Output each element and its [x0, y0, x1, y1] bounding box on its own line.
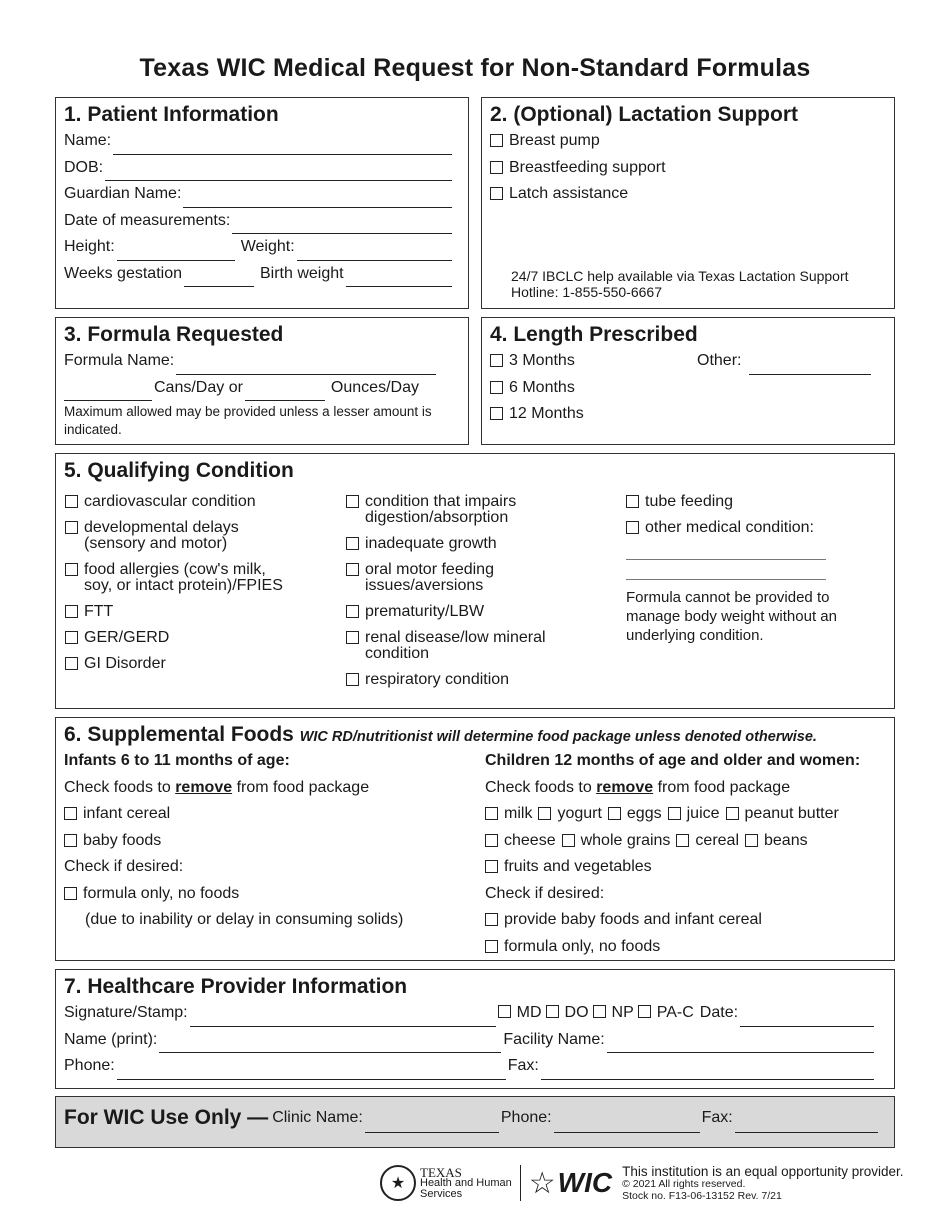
condition-label-2: digestion/absorption: [365, 509, 509, 526]
condition-label: other medical condition:: [645, 519, 814, 536]
checkbox[interactable]: [490, 407, 503, 420]
condition-option[interactable]: [65, 604, 335, 620]
section-heading: 4. Length Prescribed: [490, 323, 698, 346]
option-label: formula only, no foods: [83, 884, 240, 902]
height-weight-row: [64, 234, 454, 261]
wic-logo-text: WIC: [557, 1167, 613, 1198]
section-heading: 1. Patient Information: [64, 103, 279, 126]
other-length-row: [697, 348, 873, 375]
food-option[interactable]: [668, 801, 720, 828]
infants-remove-instruction: [64, 775, 474, 802]
food-option[interactable]: [676, 828, 739, 855]
name-print-field[interactable]: [159, 1036, 501, 1053]
qualifying-condition-section: [55, 453, 895, 709]
gestation-birthweight-row: [64, 261, 454, 288]
checkbox[interactable]: [593, 1005, 606, 1018]
hotline-line-1: 24/7 IBCLC help available via Texas Lactation Support: [511, 268, 849, 284]
condition-option[interactable]: [346, 672, 616, 688]
food-option[interactable]: [485, 934, 885, 961]
formula-note: Maximum allowed may be provided unless a lesser amount is indicated.: [64, 404, 432, 437]
food-option[interactable]: [485, 801, 532, 828]
checkbox[interactable]: [485, 807, 498, 820]
food-option[interactable]: [485, 907, 885, 934]
credential-option[interactable]: [638, 1000, 694, 1027]
other-label: Other:: [697, 352, 742, 369]
checkbox[interactable]: [65, 657, 78, 670]
inability-note: (due to inability or delay in consuming solids): [85, 911, 404, 928]
star-icon: ☆: [528, 1166, 556, 1200]
formula-requested-section: [55, 317, 469, 445]
condition-option[interactable]: [65, 562, 335, 594]
condition-option[interactable]: [626, 520, 886, 536]
height-field[interactable]: [117, 244, 235, 261]
checkbox[interactable]: [65, 631, 78, 644]
signature-label: Signature/Stamp:: [64, 1004, 188, 1021]
fax-label: Fax:: [507, 1057, 539, 1074]
children-column: [485, 748, 885, 960]
lactation-support-section: [481, 97, 895, 309]
lactation-option[interactable]: [490, 155, 884, 182]
section-heading: 5. Qualifying Condition: [64, 459, 294, 482]
phone-label: Phone:: [64, 1057, 115, 1074]
signature-field[interactable]: [190, 1010, 496, 1027]
checkbox[interactable]: [562, 834, 575, 847]
hhs-logo: [420, 1164, 512, 1200]
dob-label: DOB:: [64, 158, 104, 176]
food-option[interactable]: [64, 881, 474, 908]
wic-fax-field[interactable]: [735, 1116, 878, 1133]
option-label: peanut butter: [744, 805, 839, 822]
checkbox[interactable]: [638, 1005, 651, 1018]
guardian-field[interactable]: [183, 191, 452, 208]
option-label: Breastfeeding support: [509, 158, 666, 176]
footer: [380, 1158, 904, 1208]
checkbox[interactable]: [65, 563, 78, 576]
checkbox[interactable]: [64, 887, 77, 900]
checkbox[interactable]: [490, 354, 503, 367]
checkbox[interactable]: [490, 187, 503, 200]
healthcare-provider-section: [55, 969, 895, 1089]
weeks-gestation-label: Weeks gestation: [64, 264, 182, 282]
cans-per-day-field[interactable]: [64, 384, 152, 401]
texas-seal-icon: [380, 1165, 416, 1201]
checkbox[interactable]: [608, 807, 621, 820]
checkbox[interactable]: [538, 807, 551, 820]
condition-label: developmental delays: [84, 519, 239, 536]
formula-name-label: Formula Name:: [64, 352, 175, 369]
instruction-text: from food package: [657, 778, 791, 796]
section-heading: 3. Formula Requested: [64, 323, 284, 346]
food-option[interactable]: [608, 801, 662, 828]
name-print-label: Name (print):: [64, 1030, 158, 1048]
condition-option[interactable]: [346, 604, 616, 620]
condition-option[interactable]: [65, 656, 335, 672]
ounces-per-day-label: Ounces/Day: [330, 378, 419, 396]
condition-label: GER/GERD: [84, 629, 170, 646]
checkbox[interactable]: [485, 834, 498, 847]
credential-option[interactable]: [593, 1000, 634, 1027]
option-label: 6 Months: [509, 378, 575, 396]
condition-label: GI Disorder: [84, 655, 166, 672]
checkbox[interactable]: [346, 631, 359, 644]
hhs-logo-text: Services: [420, 1187, 463, 1200]
condition-option[interactable]: [65, 630, 335, 646]
option-label: formula only, no foods: [504, 937, 661, 955]
logo-divider: [520, 1165, 521, 1201]
signature-row: [64, 1000, 876, 1027]
name-field[interactable]: [113, 138, 452, 155]
stock-number-text: Stock no. F13-06-13152 Rev. 7/21: [622, 1189, 782, 1202]
children-remove-instruction: [485, 775, 885, 802]
option-label: baby foods: [83, 831, 162, 849]
condition-option[interactable]: [346, 630, 616, 662]
supplemental-foods-section: [55, 717, 895, 961]
checkbox[interactable]: [485, 940, 498, 953]
option-label: Breast pump: [509, 132, 600, 149]
formula-name-field[interactable]: [176, 358, 436, 375]
lactation-hotline: [511, 268, 849, 300]
wic-use-only-section: [55, 1096, 895, 1148]
checkbox[interactable]: [498, 1005, 511, 1018]
guardian-row: [64, 181, 454, 208]
checkbox[interactable]: [346, 495, 359, 508]
condition-label-2: condition: [365, 645, 430, 662]
credential-option[interactable]: [498, 1000, 542, 1027]
checkbox[interactable]: [676, 834, 689, 847]
checkbox[interactable]: [490, 161, 503, 174]
food-option[interactable]: [726, 801, 839, 828]
option-label: beans: [764, 831, 808, 849]
conditions-column-3: [626, 494, 886, 645]
wic-use-row: [64, 1103, 880, 1133]
weight-management-note: Formula cannot be provided to manage body weight without an underlying condition.: [626, 589, 837, 644]
checkbox[interactable]: [65, 605, 78, 618]
checkbox[interactable]: [490, 381, 503, 394]
condition-label: condition that impairs: [365, 493, 517, 510]
food-option[interactable]: [485, 854, 885, 881]
facility-label: Facility Name:: [503, 1030, 605, 1048]
clinic-label: Clinic Name:: [272, 1109, 363, 1126]
conditions-column-1: [65, 494, 335, 682]
option-label: cheese: [504, 831, 556, 849]
wic-phone-label: Phone:: [500, 1109, 552, 1126]
hotline-line-2: Hotline: 1-855-550-6667: [511, 284, 662, 300]
section-heading: 2. (Optional) Lactation Support: [490, 103, 798, 126]
ounces-per-day-field[interactable]: [245, 384, 325, 401]
condition-option[interactable]: [626, 494, 886, 510]
checkbox[interactable]: [346, 537, 359, 550]
food-option[interactable]: [64, 801, 474, 828]
condition-label: prematurity/LBW: [365, 603, 485, 620]
food-option[interactable]: [562, 828, 671, 855]
option-label: milk: [504, 805, 533, 822]
checkbox[interactable]: [626, 521, 639, 534]
phone-fax-row: [64, 1053, 876, 1080]
condition-option[interactable]: [346, 536, 616, 552]
option-label: provide baby foods and infant cereal: [504, 911, 762, 928]
condition-label: tube feeding: [645, 493, 734, 510]
amount-row: [64, 375, 454, 402]
phone-field[interactable]: [117, 1063, 506, 1080]
lactation-option[interactable]: [490, 128, 884, 155]
condition-label: inadequate growth: [365, 535, 497, 552]
checkbox[interactable]: [745, 834, 758, 847]
check-desired-label: Check if desired:: [485, 884, 605, 902]
checkbox[interactable]: [346, 673, 359, 686]
condition-label: oral motor feeding: [365, 561, 494, 578]
option-label: PA-C: [656, 1004, 694, 1021]
dob-field[interactable]: [105, 164, 452, 181]
birth-weight-label: Birth weight: [260, 264, 344, 282]
footer-notes: [622, 1165, 903, 1202]
food-option[interactable]: [745, 828, 808, 855]
option-label: DO: [564, 1004, 589, 1021]
option-label: fruits and vegetables: [504, 858, 652, 875]
name-label: Name:: [64, 132, 112, 149]
food-option[interactable]: [485, 828, 556, 855]
lactation-option[interactable]: [490, 181, 884, 208]
form-title: Texas WIC Medical Request for Non-Standard Formulas: [139, 54, 811, 82]
condition-option[interactable]: [65, 494, 335, 510]
checkbox[interactable]: [485, 913, 498, 926]
checkbox[interactable]: [546, 1005, 559, 1018]
option-label: eggs: [626, 805, 662, 822]
section-heading: 7. Healthcare Provider Information: [64, 975, 408, 998]
infants-title: Infants 6 to 11 months of age:: [64, 752, 290, 769]
checkbox[interactable]: [726, 807, 739, 820]
wic-fax-label: Fax:: [701, 1109, 733, 1126]
formula-name-row: [64, 348, 454, 375]
checkbox[interactable]: [65, 495, 78, 508]
conditions-column-2: [346, 494, 616, 698]
condition-label: respiratory condition: [365, 671, 510, 688]
hhs-logo-text: TEXAS: [420, 1164, 462, 1180]
dob-row: [64, 155, 454, 182]
date-of-measurements-label: Date of measurements:: [64, 211, 231, 229]
food-options-row-2: [485, 828, 885, 855]
food-option[interactable]: [64, 828, 474, 855]
option-label: 3 Months: [509, 352, 575, 369]
checkbox[interactable]: [346, 563, 359, 576]
other-length-field[interactable]: [749, 358, 871, 375]
remove-emphasis: remove: [175, 778, 233, 796]
condition-label: FTT: [84, 603, 114, 620]
instruction-text: from food package: [236, 778, 370, 796]
name-facility-row: [64, 1027, 876, 1054]
option-label: NP: [611, 1004, 634, 1021]
option-label: juice: [686, 805, 720, 822]
condition-label: renal disease/low mineral: [365, 629, 546, 646]
instruction-text: Check foods to: [64, 778, 171, 796]
condition-label: food allergies (cow's milk,: [84, 561, 266, 578]
checkbox[interactable]: [485, 860, 498, 873]
heading-note: WIC RD/nutritionist will determine food package unless denoted otherwise.: [299, 729, 817, 745]
checkbox[interactable]: [346, 605, 359, 618]
instruction-text: Check foods to: [485, 778, 592, 796]
option-label: infant cereal: [83, 805, 171, 822]
check-desired-label: Check if desired:: [64, 858, 184, 875]
condition-label-2: issues/aversions: [365, 577, 484, 594]
copyright-text: © 2021 All rights reserved.: [622, 1177, 746, 1190]
checkbox[interactable]: [626, 495, 639, 508]
weight-label: Weight:: [240, 238, 295, 255]
checkbox[interactable]: [668, 807, 681, 820]
option-label: yogurt: [557, 805, 602, 822]
facility-field[interactable]: [607, 1036, 874, 1053]
texas-wic-logo: [529, 1166, 612, 1201]
option-label: Latch assistance: [509, 185, 629, 202]
wic-use-heading: For WIC Use Only —: [64, 1106, 269, 1129]
weeks-gestation-field[interactable]: [184, 270, 254, 287]
date-field[interactable]: [740, 1010, 874, 1027]
date-of-measurements-field[interactable]: [232, 217, 452, 234]
infants-column: [64, 748, 474, 934]
food-option[interactable]: [538, 801, 601, 828]
date-of-measurements-row: [64, 208, 454, 235]
condition-option[interactable]: [346, 562, 616, 594]
option-label: cereal: [695, 831, 739, 849]
length-option[interactable]: [490, 401, 884, 428]
other-condition-line-1[interactable]: [626, 546, 826, 560]
cans-per-day-label: Cans/Day or: [154, 378, 243, 396]
fax-field[interactable]: [541, 1063, 874, 1080]
condition-label-2: soy, or intact protein)/FPIES: [84, 577, 283, 594]
option-label: whole grains: [580, 831, 671, 849]
length-prescribed-section: [481, 317, 895, 445]
option-label: MD: [516, 1004, 542, 1021]
patient-information-section: [55, 97, 469, 309]
condition-option[interactable]: [65, 520, 335, 552]
condition-label: cardiovascular condition: [84, 493, 256, 510]
option-label: 12 Months: [509, 405, 584, 422]
date-label: Date:: [699, 1004, 739, 1021]
checkbox[interactable]: [64, 807, 77, 820]
name-row: [64, 128, 454, 155]
equal-opportunity-text: This institution is an equal opportunity provider.: [622, 1163, 904, 1179]
credential-option[interactable]: [546, 1000, 589, 1027]
height-label: Height:: [64, 238, 115, 255]
condition-option[interactable]: [346, 494, 616, 526]
food-options-row-1: [485, 801, 885, 828]
hhs-logo-text: Health and Human: [420, 1176, 512, 1189]
section-heading: [64, 722, 884, 750]
other-condition-line-2[interactable]: [626, 560, 826, 580]
clinic-field[interactable]: [365, 1116, 499, 1133]
checkbox[interactable]: [65, 521, 78, 534]
remove-emphasis: remove: [596, 778, 654, 796]
heading-text: 6. Supplemental Foods: [64, 723, 294, 746]
checkbox[interactable]: [64, 834, 77, 847]
condition-label-2: (sensory and motor): [84, 535, 228, 552]
wic-phone-field[interactable]: [554, 1116, 700, 1133]
children-title: Children 12 months of age and older and women:: [485, 752, 861, 769]
guardian-label: Guardian Name:: [64, 185, 182, 202]
weight-field[interactable]: [297, 244, 452, 261]
checkbox[interactable]: [490, 134, 503, 147]
birth-weight-field[interactable]: [346, 270, 452, 287]
length-option[interactable]: [490, 375, 884, 402]
